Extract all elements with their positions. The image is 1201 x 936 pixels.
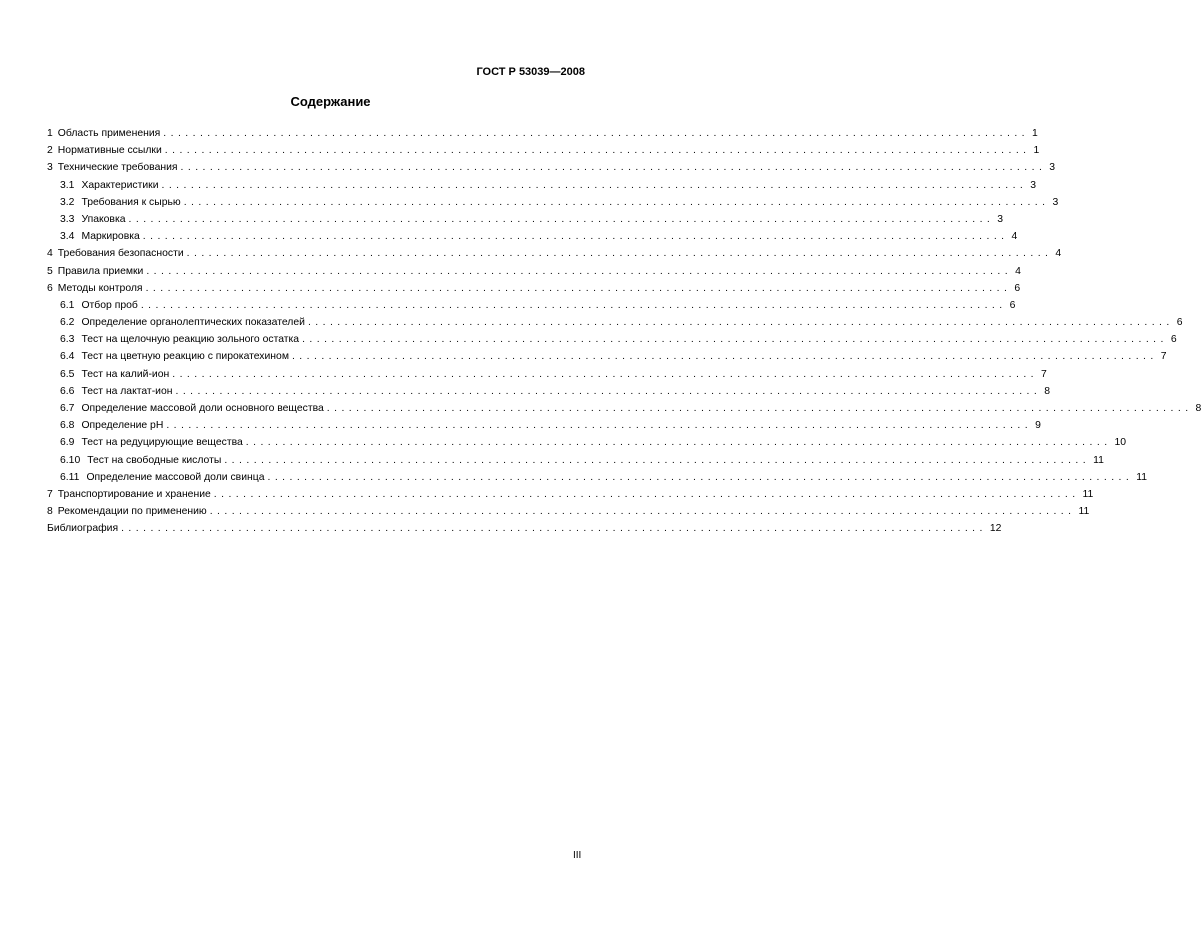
toc-entry[interactable] [47, 503, 1090, 520]
toc-entry-number: 6.4 [60, 351, 75, 363]
toc-dot-leader: ...................................................................................................................... [267, 471, 1134, 483]
toc-entry-number: 6.3 [60, 334, 75, 346]
toc-entry[interactable] [47, 469, 1148, 486]
toc-entry-number: 6.5 [60, 368, 75, 380]
toc-dot-leader: ...................................................................................................................... [180, 162, 1047, 174]
toc-entry-number: 8 [47, 506, 53, 518]
toc-dot-leader: ...................................................................................................................... [291, 351, 1158, 363]
toc-entry[interactable] [47, 245, 1062, 262]
toc-dot-leader: ...................................................................................................................... [175, 385, 1042, 397]
toc-entry-page: 6 [1009, 299, 1016, 311]
toc-entry[interactable] [47, 263, 1021, 280]
toc-entry-page: 8 [1195, 403, 1201, 414]
toc-entry[interactable] [47, 159, 1056, 176]
toc-entry-page: 6 [1176, 317, 1183, 329]
toc-entry-title: Определение массовой доли свинца [86, 471, 265, 483]
toc-entry-number: 3 [47, 162, 53, 174]
toc-entry-title: Тест на щелочную реакцию зольного остатка [81, 334, 300, 346]
toc-dot-leader: ...................................................................................................................... [209, 506, 1076, 518]
toc-dot-leader: ...................................................................................................................... [172, 368, 1038, 380]
toc-dot-leader: ...................................................................................................................... [140, 299, 1007, 311]
toc-entry-number: 3.1 [60, 179, 75, 191]
toc-entry-title: Характеристики [81, 179, 159, 191]
toc-entry[interactable] [47, 228, 1018, 245]
toc-entry-number: 6.6 [60, 385, 75, 397]
toc-dot-leader: ...................................................................................................................... [146, 265, 1013, 277]
toc-entry[interactable] [47, 348, 1167, 365]
toc-entry-page: 4 [1055, 248, 1062, 260]
toc-dot-leader: ...................................................................................................................... [166, 420, 1033, 432]
toc-entry-page: 4 [1015, 265, 1021, 277]
toc-entry-page: 6 [1014, 282, 1021, 294]
toc-entry-title: Тест на редуцирующие вещества [81, 437, 243, 449]
toc-entry-title: Тест на калий-ион [81, 368, 170, 380]
toc-entry-page: 1 [1033, 145, 1040, 157]
toc-entry-number: 6.1 [60, 299, 75, 311]
toc-dot-leader: ...................................................................................................................... [302, 334, 1168, 346]
toc-entry[interactable] [47, 434, 1127, 451]
toc-entry[interactable] [47, 280, 1021, 297]
toc-entry-title: Тест на свободные кислоты [87, 454, 222, 466]
toc-entry-number: 3.4 [60, 231, 75, 243]
toc-entry[interactable] [47, 331, 1177, 348]
toc-entry-page: 3 [1030, 179, 1037, 191]
toc-dot-leader: ...................................................................................................................... [186, 248, 1053, 260]
toc-entry-page: 7 [1041, 368, 1047, 380]
toc-entry-title: Определение pH [81, 420, 164, 432]
toc-entry-page: 12 [989, 523, 1002, 535]
toc-entry-title: Отбор проб [81, 299, 138, 311]
toc-dot-leader: ...................................................................................................................... [245, 437, 1112, 449]
toc-dot-leader: ...................................................................................................................... [163, 128, 1030, 139]
standard-code: ГОСТ Р 53039—2008 [476, 66, 585, 78]
toc-entry-title: Маркировка [81, 231, 140, 243]
toc-dot-leader: ...................................................................................................................... [307, 317, 1174, 329]
toc-dot-leader: ...................................................................................................................... [121, 523, 987, 535]
toc-entry[interactable] [47, 194, 1059, 211]
toc-entry[interactable] [47, 366, 1047, 383]
toc-entry[interactable] [47, 297, 1016, 314]
toc-entry-page: 3 [997, 213, 1004, 225]
toc-entry-page: 1 [1032, 128, 1038, 139]
toc-entry-page: 11 [1082, 488, 1094, 500]
toc-dot-leader: ...................................................................................................................... [128, 213, 995, 225]
toc-entry-number: 6.8 [60, 420, 75, 432]
toc-entry-page: 4 [1011, 231, 1018, 243]
toc-entry-number: 6 [47, 282, 53, 294]
table-of-contents [47, 125, 1201, 538]
toc-dot-leader: ...................................................................................................................... [142, 231, 1009, 243]
toc-entry-number: 6.2 [60, 317, 75, 329]
toc-entry-title: Упаковка [81, 213, 126, 225]
toc-entry-number: 2 [47, 145, 53, 157]
toc-entry-page: 11 [1093, 454, 1104, 466]
toc-entry-number: 4 [47, 248, 53, 260]
toc-entry-page: 11 [1078, 506, 1090, 518]
toc-entry-number: 1 [47, 128, 53, 139]
toc-dot-leader: ...................................................................................................................... [164, 145, 1031, 157]
toc-entry[interactable] [47, 383, 1051, 400]
toc-entry-page: 7 [1160, 351, 1167, 363]
toc-entry[interactable] [47, 177, 1037, 194]
toc-title: Содержание [290, 94, 371, 109]
toc-entry-title: Область применения [57, 128, 161, 139]
toc-entry[interactable] [47, 142, 1040, 159]
toc-entry-page: 11 [1136, 471, 1148, 483]
toc-entry-page: 9 [1035, 420, 1041, 432]
toc-dot-leader: ...................................................................................................................... [145, 282, 1012, 294]
toc-entry[interactable] [47, 314, 1183, 331]
toc-entry[interactable] [47, 125, 1038, 142]
toc-entry-page: 3 [1052, 196, 1059, 208]
toc-entry-title: Технические требования [57, 162, 178, 174]
toc-dot-leader: ...................................................................................................................... [213, 488, 1080, 500]
toc-entry[interactable] [47, 452, 1104, 469]
toc-entry[interactable] [47, 400, 1201, 417]
toc-entry[interactable] [47, 417, 1041, 434]
toc-entry-number: 6.7 [60, 403, 75, 414]
toc-entry-page: 3 [1049, 162, 1056, 174]
toc-entry-title: Библиография [47, 523, 119, 535]
toc-entry-number: 5 [47, 265, 53, 277]
toc-entry-number: 6.10 [60, 454, 81, 466]
toc-entry-title: Определение массовой доли основного вещества [81, 403, 324, 414]
toc-dot-leader: ...................................................................................................................... [161, 179, 1028, 191]
toc-entry-number: 6.9 [60, 437, 75, 449]
toc-dot-leader: ...................................................................................................................... [224, 454, 1091, 466]
toc-entry-number: 3.2 [60, 196, 75, 208]
toc-entry-title: Правила приемки [57, 265, 144, 277]
toc-entry-page: 8 [1044, 385, 1051, 397]
toc-entry-title: Нормативные ссылки [57, 145, 162, 157]
page-number: III [573, 850, 582, 861]
toc-entry-title: Транспортирование и хранение [57, 488, 211, 500]
toc-entry-number: 3.3 [60, 213, 75, 225]
toc-dot-leader: ...................................................................................................................... [326, 403, 1193, 414]
toc-dot-leader: ...................................................................................................................... [183, 196, 1050, 208]
toc-entry[interactable] [47, 211, 1004, 228]
toc-entry-title: Тест на лактат-ион [81, 385, 173, 397]
toc-entry-title: Рекомендации по применению [57, 506, 207, 518]
toc-entry-number: 7 [47, 488, 53, 500]
toc-entry-page: 10 [1114, 437, 1127, 449]
toc-entry-title: Тест на цветную реакцию с пирокатехином [81, 351, 289, 363]
toc-entry-number: 6.11 [60, 471, 80, 483]
toc-entry-title: Методы контроля [57, 282, 143, 294]
toc-entry-title: Требования к сырью [81, 196, 181, 208]
toc-entry[interactable] [47, 486, 1094, 503]
toc-entry-page: 6 [1170, 334, 1177, 346]
toc-entry-title: Требования безопасности [57, 248, 184, 260]
toc-entry[interactable] [47, 520, 1002, 537]
toc-entry-title: Определение органолептических показателей [81, 317, 305, 329]
